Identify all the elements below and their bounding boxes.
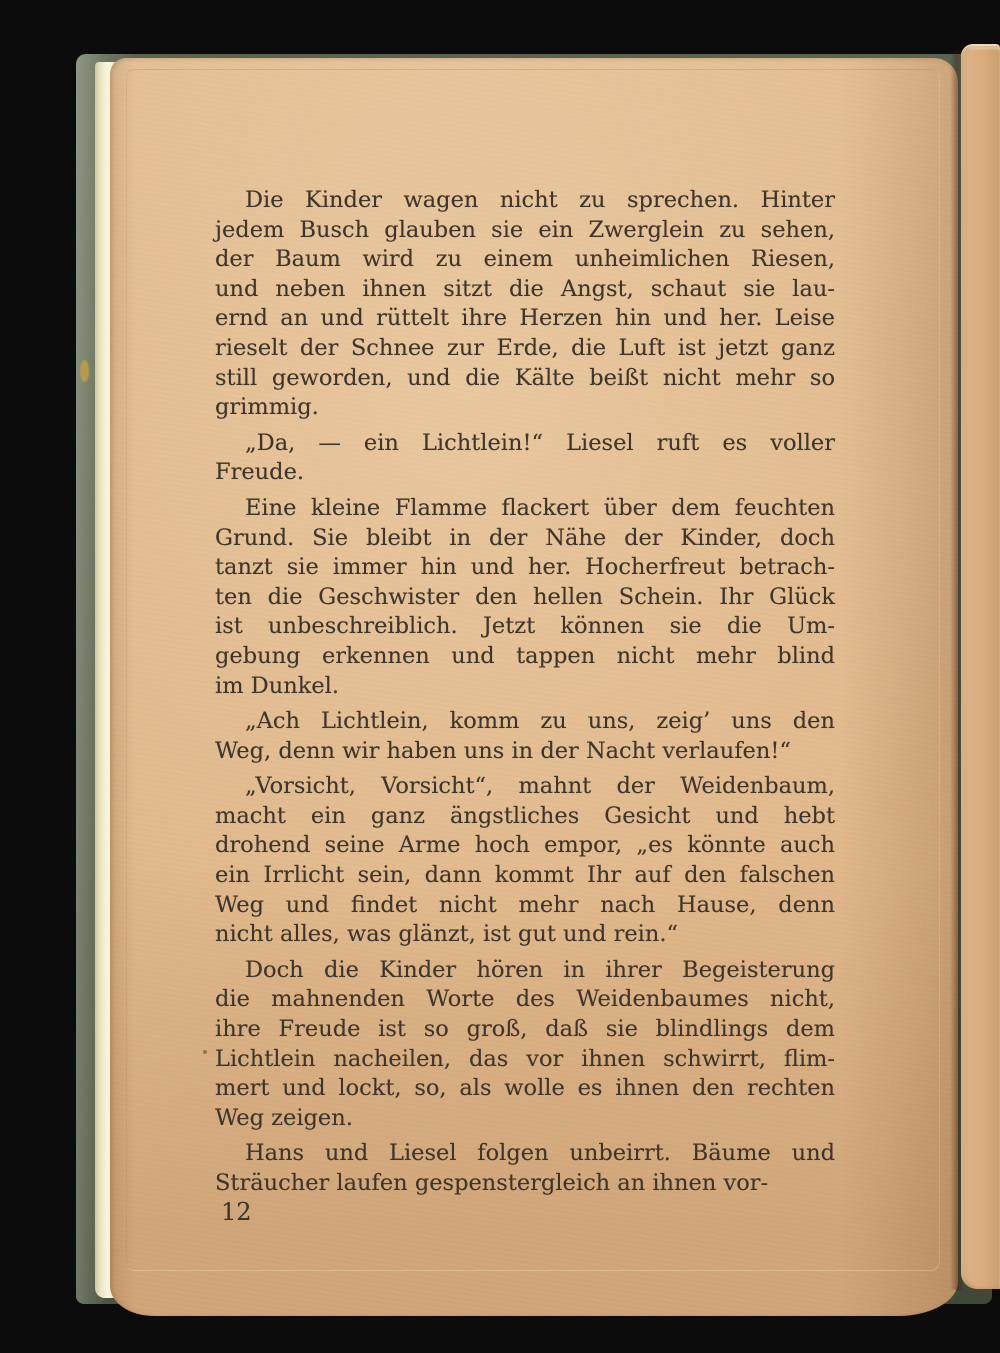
text-line: „Da, — ein Lichtlein!“ Liesel ruft es voller xyxy=(245,429,835,456)
text-line: still geworden, und die Kälte beißt nicht mehr so xyxy=(215,364,835,391)
text-line: Doch die Kinder hören in ihrer Begeisterung xyxy=(245,956,835,983)
text-line: tanzt sie immer hin und her. Hocherfreut betrach- xyxy=(215,554,835,581)
text-line: ein Irrlicht sein, dann kommt Ihr auf den falschen xyxy=(215,862,835,889)
text-line: drohend seine Arme hoch empor, „es könnte auch xyxy=(215,832,835,859)
paper-speck xyxy=(203,1050,207,1054)
cover-stain xyxy=(80,360,89,382)
text-block xyxy=(215,186,835,1199)
paragraph xyxy=(215,772,835,950)
text-line: Weg zeigen. xyxy=(215,1104,353,1131)
text-line: Lichtlein nacheilen, das vor ihnen schwirrt, flim- xyxy=(215,1045,835,1072)
paragraph xyxy=(215,429,835,488)
paragraph xyxy=(215,956,835,1134)
text-line: ist unbeschreiblich. Jetzt können sie die Um- xyxy=(215,613,835,640)
text-line: macht ein ganz ängstliches Gesicht und hebt xyxy=(215,802,835,829)
page-number: 12 xyxy=(221,1198,252,1226)
text-line: Eine kleine Flamme flackert über dem feuchten xyxy=(245,494,835,521)
text-line: die mahnenden Worte des Weidenbaumes nicht, xyxy=(215,986,835,1013)
text-line: Weg, denn wir haben uns in der Nacht verlaufen!“ xyxy=(215,737,791,764)
text-line: ihre Freude ist so groß, daß sie blindlings dem xyxy=(215,1016,835,1043)
adjacent-page-edge xyxy=(961,44,1000,1289)
text-line: gebung erkennen und tappen nicht mehr blind xyxy=(215,642,835,669)
text-line: nicht alles, was glänzt, ist gut und rein.“ xyxy=(215,921,678,948)
text-line: jedem Busch glauben sie ein Zwerglein zu sehen, xyxy=(215,216,835,243)
text-line: „Ach Lichtlein, komm zu uns, zeig’ uns den xyxy=(245,708,835,735)
text-line: Sträucher laufen gespenstergleich an ihnen vor- xyxy=(215,1170,769,1196)
paper-speck xyxy=(586,262,589,265)
text-line: rieselt der Schnee zur Erde, die Luft ist jetzt ganz xyxy=(215,334,835,361)
paragraph xyxy=(215,707,835,766)
text-line: ernd an und rüttelt ihre Herzen hin und her. Leise xyxy=(215,305,835,332)
text-line: Grund. Sie bleibt in der Nähe der Kinder, doch xyxy=(215,524,835,551)
text-line: grimmig. xyxy=(215,394,319,421)
text-line: der Baum wird zu einem unheimlichen Riesen, xyxy=(215,246,835,273)
text-line: ten die Geschwister den hellen Schein. Ihr Glück xyxy=(215,583,835,610)
text-line: Hans und Liesel folgen unbeirrt. Bäume und xyxy=(245,1140,835,1167)
paragraph xyxy=(215,494,835,701)
text-line: Freude. xyxy=(215,459,305,486)
text-line: mert und lockt, so, als wolle es ihnen den rechten xyxy=(215,1075,835,1102)
paragraph xyxy=(215,186,835,423)
text-line: im Dunkel. xyxy=(215,672,340,699)
paragraph xyxy=(215,1139,835,1198)
text-line: Die Kinder wagen nicht zu sprechen. Hinter xyxy=(245,187,835,213)
text-line: Weg und findet nicht mehr nach Hause, denn xyxy=(215,891,835,918)
text-line: und neben ihnen sitzt die Angst, schaut sie lau- xyxy=(215,275,835,302)
text-line: „Vorsicht, Vorsicht“, mahnt der Weidenbaum, xyxy=(245,773,835,800)
